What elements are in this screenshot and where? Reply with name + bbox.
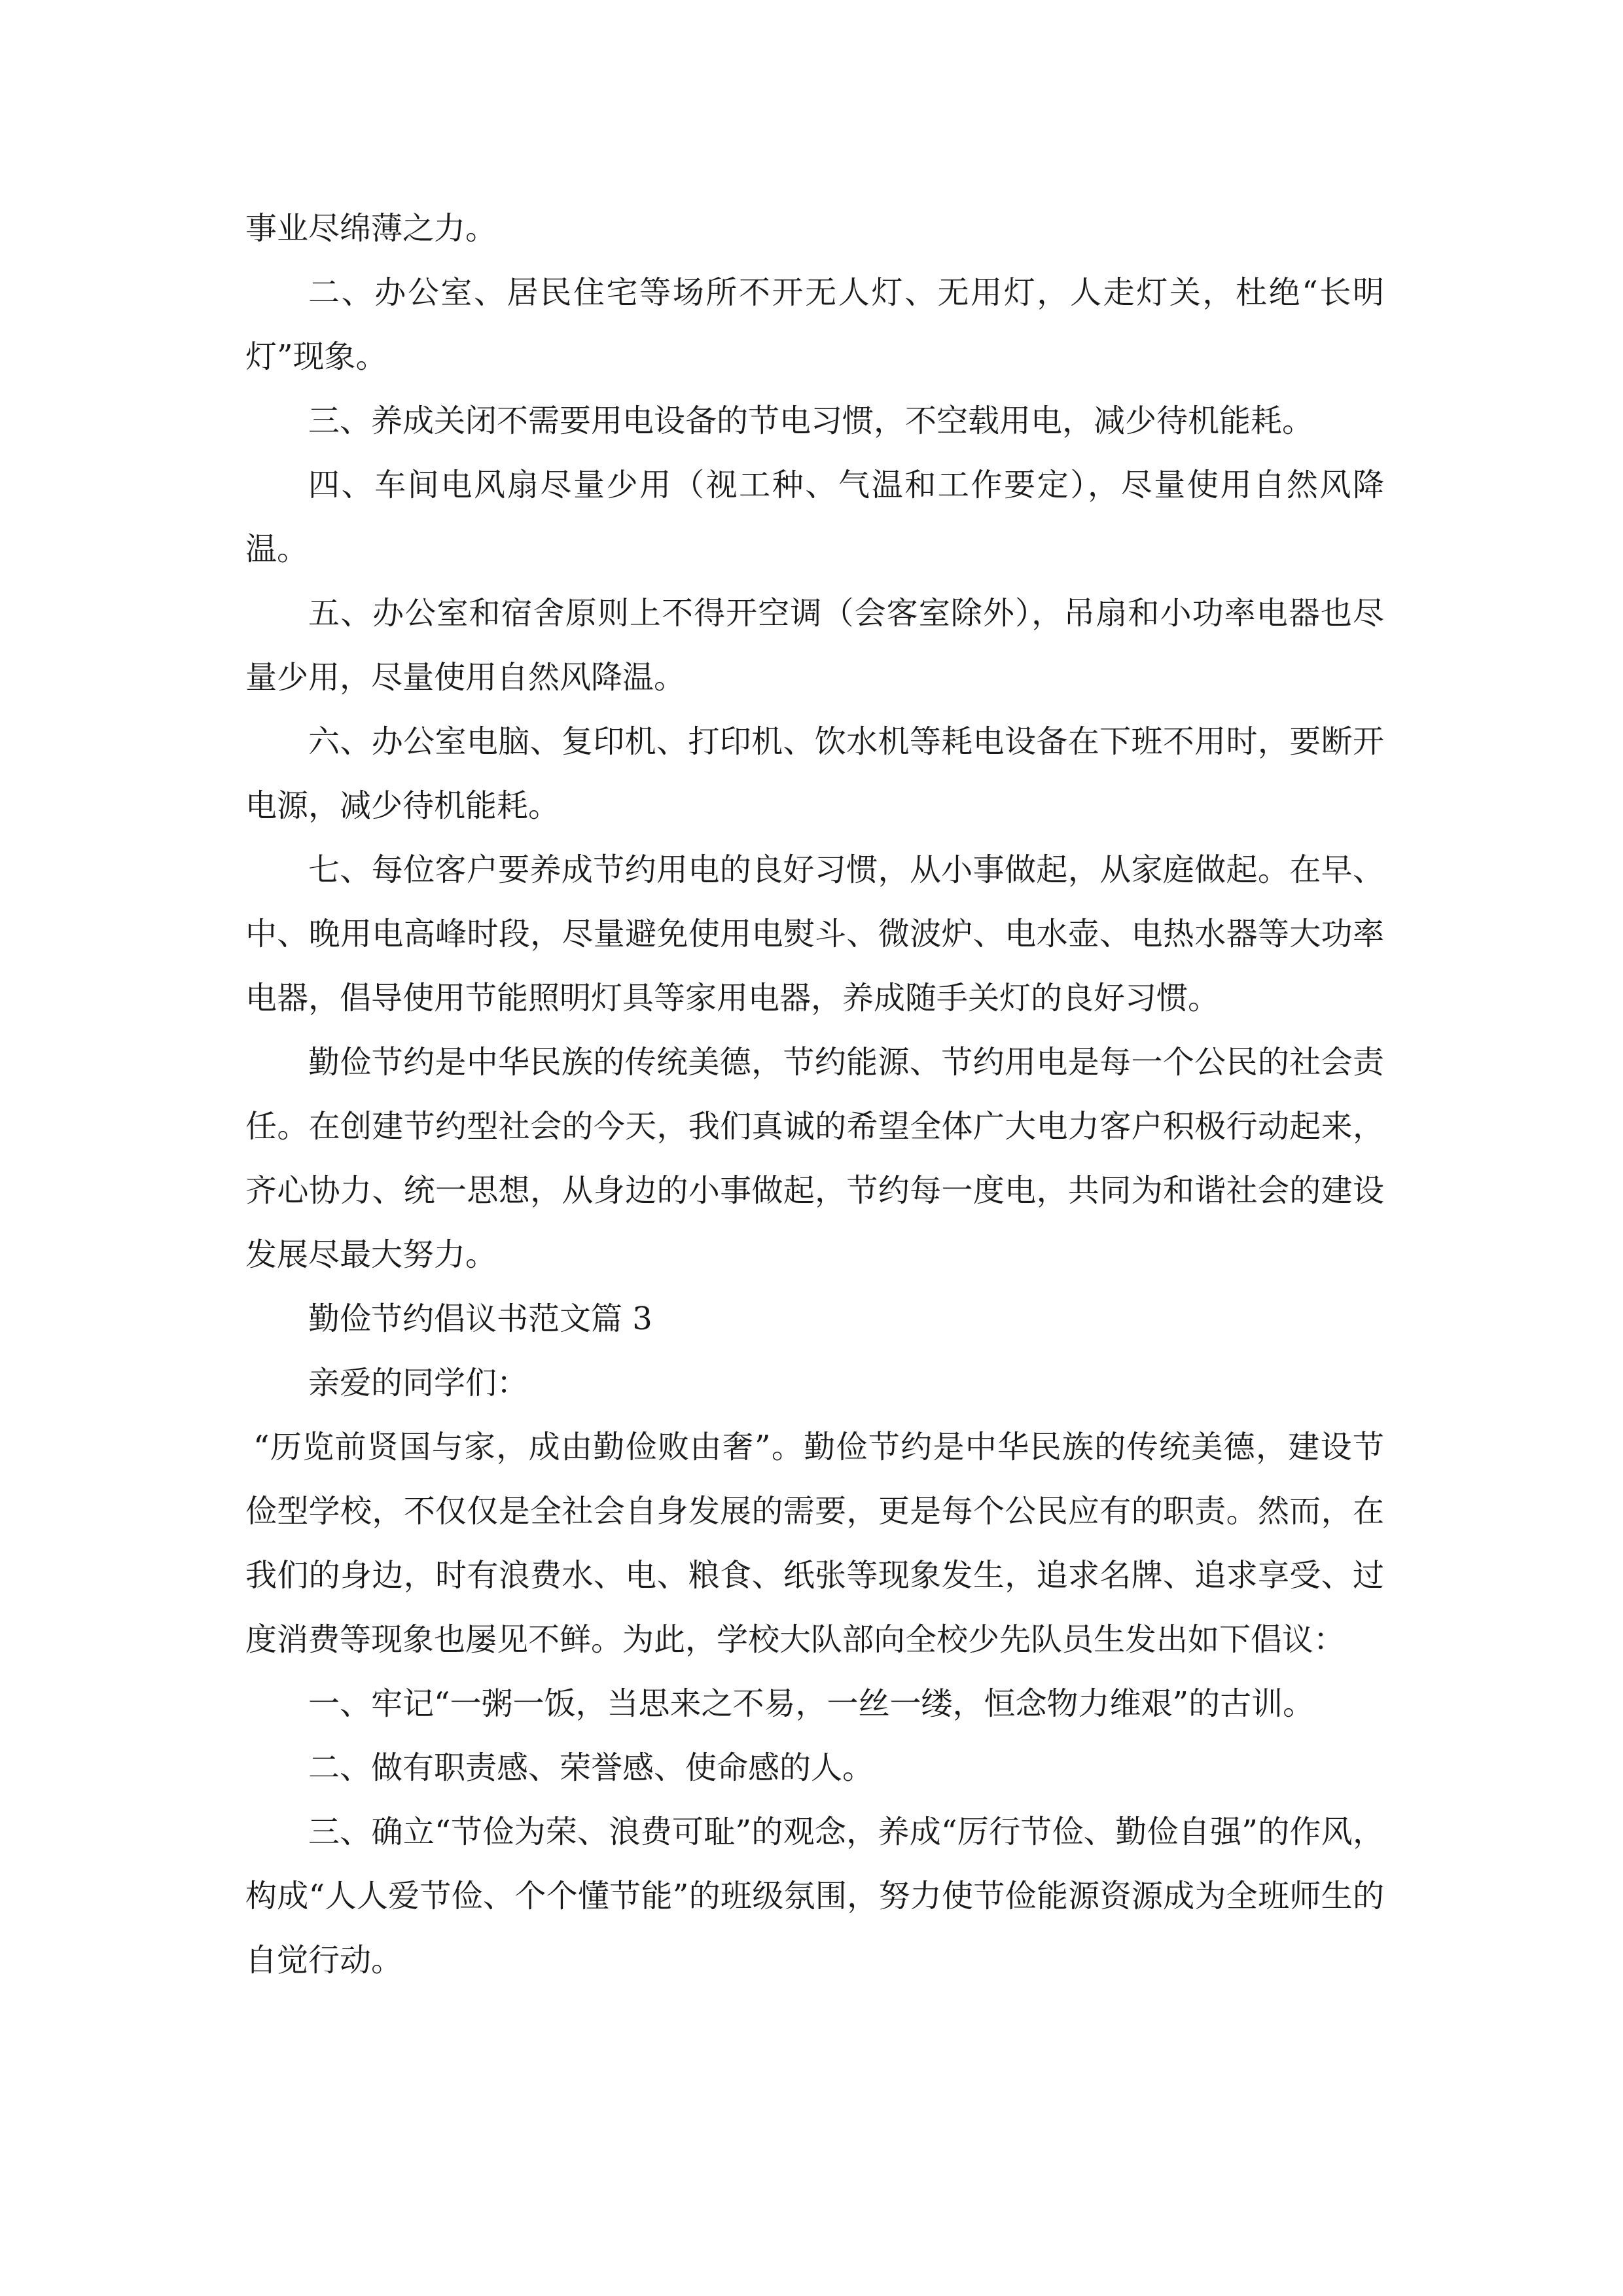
section-heading: 勤俭节约倡议书范文篇 3 [308,1300,652,1337]
paragraph-closing: 勤俭节约是中华民族的传统美德，节约能源、节约用电是每一个公民的社会责任。在创建节约型社会的今天，我们真诚的希望全体广大电力客户积极行动起来，齐心协力、统一思想，从身边的小事做起，节约每一度电，共同为和谐社会的建设发展尽最大努力。 [245,1044,1384,1273]
proposal-item-2: 二、做有职责感、荣誉感、使命感的人。 [308,1749,874,1786]
paragraph-item-7: 七、每位客户要养成节约用电的良好习惯，从小事做起，从家庭做起。在早、中、晚用电高峰时段，尽量避免使用电熨斗、微波炉、电水壶、电热水器等大功率电器，倡导使用节能照明灯具等家用电器，养成随手关灯的良好习惯。 [245,852,1384,1016]
paragraph-item-5: 五、办公室和宿舍原则上不得开空调（会客室除外），吊扇和小功率电器也尽量少用，尽量使用自然风降温。 [245,595,1384,696]
paragraph-item-4: 四、车间电风扇尽量少用（视工种、气温和工作要定），尽量使用自然风降温。 [245,467,1384,567]
paragraph-item-3: 三、养成关闭不需要用电设备的节电习惯，不空载用电，减少待机能耗。 [308,403,1314,439]
paragraph-item-6: 六、办公室电脑、复印机、打印机、饮水机等耗电设备在下班不用时，要断开电源，减少待机能耗。 [245,723,1384,824]
paragraph-item-2: 二、办公室、居民住宅等场所不开无人灯、无用灯，人走灯关，杜绝“长明灯”现象。 [245,274,1384,375]
paragraph-intro: “历览前贤国与家，成由勤俭败由奢”。勤俭节约是中华民族的传统美德，建设节俭型学校，不仅仅是全社会自身发展的需要，更是每个公民应有的职责。然而，在我们的身边，时有浪费水、电、粮食、纸张等现象发生，追求名牌、追求享受、过度消费等现象也屡见不鲜。为此，学校大队部向全校少先队员生发出如下倡议： [245,1429,1384,1658]
document-body [245,196,1384,1992]
salutation: 亲爱的同学们： [308,1365,529,1401]
proposal-item-1: 一、牢记“一粥一饭，当思来之不易，一丝一缕，恒念物力维艰”的古训。 [308,1685,1315,1722]
paragraph-continuation: 事业尽绵薄之力。 [245,210,497,247]
proposal-item-3: 三、确立“节俭为荣、浪费可耻”的观念，养成“厉行节俭、勤俭自强”的作风，构成“人人爱节俭、个个懂节能”的班级氛围，努力使节俭能源资源成为全班师生的自觉行动。 [245,1814,1384,1979]
